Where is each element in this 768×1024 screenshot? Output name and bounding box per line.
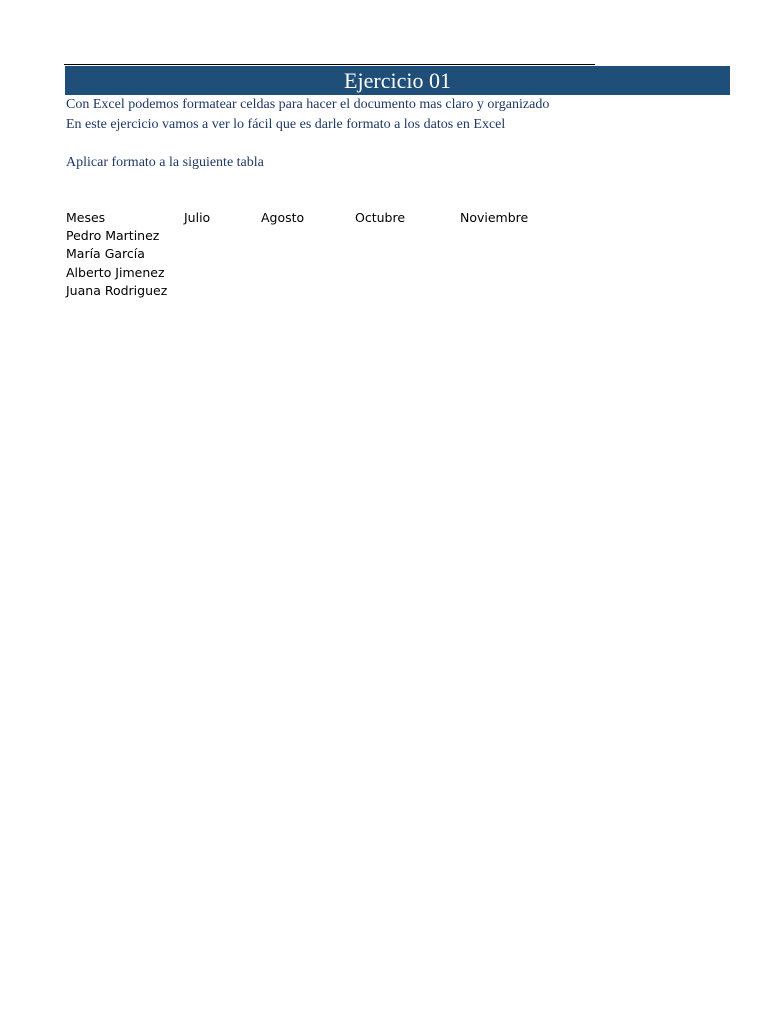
row-name: Alberto Jimenez (66, 265, 165, 280)
table-header: Meses (66, 210, 106, 225)
row-name: María García (66, 246, 145, 261)
row-name: Juana Rodriguez (66, 283, 168, 298)
intro-line-1: Con Excel podemos formatear celdas para hacer el documento mas claro y organizado (66, 97, 550, 112)
row-name: Pedro Martinez (66, 228, 160, 243)
title-rule (64, 64, 595, 65)
page-title: Ejercicio 01 (65, 66, 730, 95)
table-header: Octubre (355, 210, 406, 225)
intro-line-2: En este ejercicio vamos a ver lo fácil que es darle formato a los datos en Excel (66, 117, 506, 132)
table-header: Agosto (261, 210, 305, 225)
instruction-line: Aplicar formato a la siguiente tabla (66, 155, 264, 170)
table-header: Julio (184, 210, 211, 225)
table-header: Noviembre (460, 210, 529, 225)
